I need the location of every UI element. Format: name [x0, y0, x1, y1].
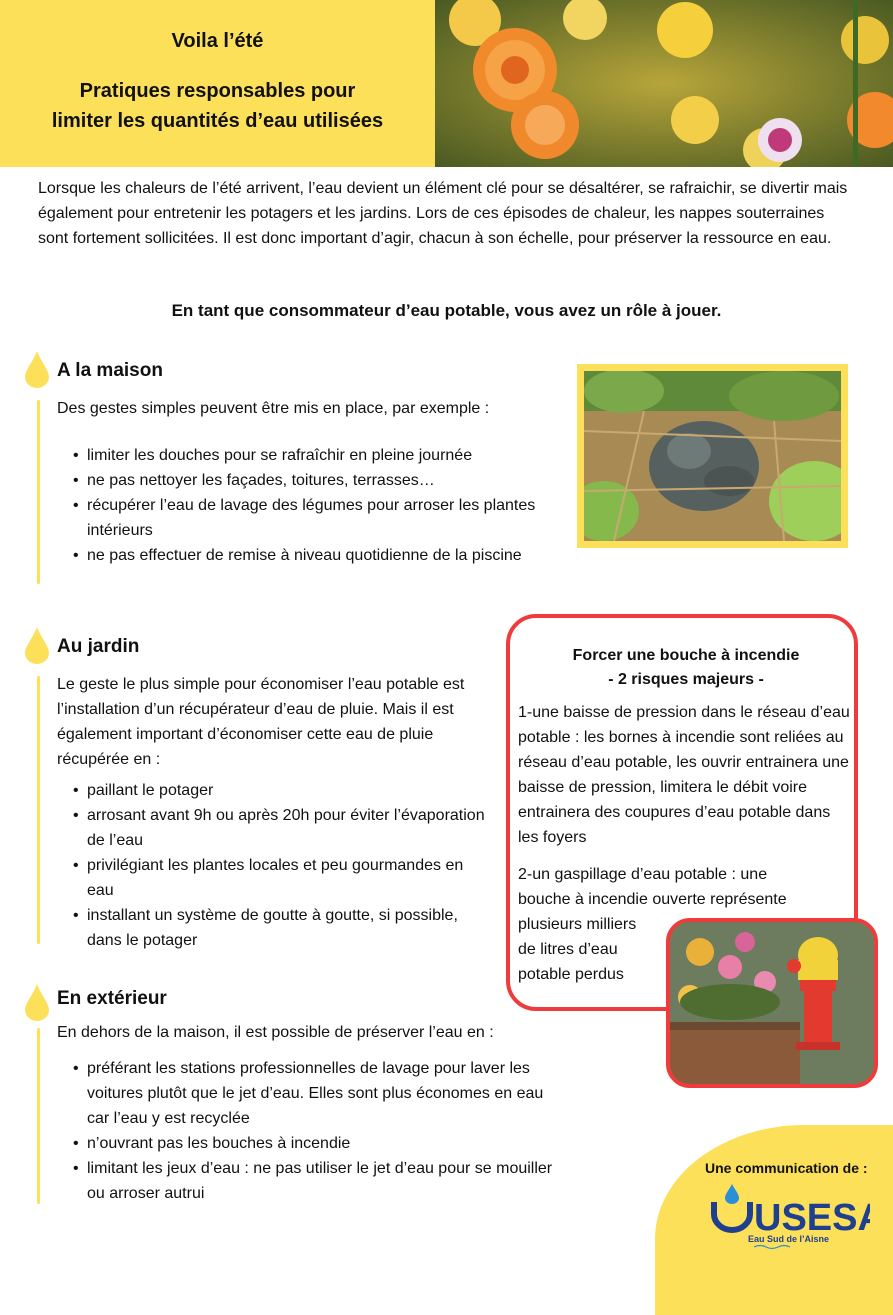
communication-label: Une communication de :	[705, 1160, 868, 1176]
water-drop-icon	[24, 626, 50, 664]
page-title-line2: limiter les quantités d’eau utilisées	[51, 110, 384, 132]
water-drop-icon	[24, 350, 50, 388]
list-item: • installant un système de goutte à goutte, si possible, dans le potager	[73, 903, 493, 953]
callout-title-line2: - 2 risques majeurs -	[608, 671, 764, 688]
tagline: En tant que consommateur d’eau potable, vous avez un rôle à jouer.	[171, 301, 722, 320]
callout-risk2-line: plusieurs milliers	[518, 916, 637, 933]
logo-name: USES	[754, 1197, 858, 1239]
header-banner	[0, 0, 435, 167]
callout-risk1: 1-une baisse de pression dans le réseau d’eau potable : les bornes à incendie sont reliées au réseau d’eau potable, les ouvrir entrainera une baisse de pression, limitera le débit voire entrainera des coupures d’eau potable dans les foyers	[518, 704, 850, 846]
list-item: • limitant les jeux d’eau : ne pas utiliser le jet d’eau pour se mouiller ou arroser autrui	[73, 1156, 553, 1206]
intro-paragraph: Lorsque les chaleurs de l’été arrivent, l’eau devient un élément clé pour se désaltérer, se rafraichir, se divertir mais également pour entretenir les potagers et les jardins. Lors de ces épisodes de chaleur, les nappes souterraines sont fortement sollicitées. Il est donc important d’agir, chacun à son échelle, pour préserver la ressource en eau.	[38, 180, 848, 247]
callout-risk2-line: bouche à incendie ouverte représente	[518, 891, 787, 908]
maison-lead: Des gestes simples peuvent être mis en place, par exemple :	[57, 400, 490, 417]
jardin-list	[73, 778, 493, 953]
section-title-jardin: Au jardin	[57, 636, 140, 657]
logo-tagline: Eau Sud de l’Aisne	[748, 1234, 830, 1244]
section-bar-maison	[37, 400, 40, 584]
list-item: • arrosant avant 9h ou après 20h pour éviter l’évaporation de l’eau	[73, 803, 493, 853]
section-bar-exterieur	[37, 1028, 40, 1204]
list-item: • ne pas effectuer de remise à niveau quotidienne de la piscine	[73, 543, 543, 568]
list-item: • paillant le potager	[73, 778, 493, 803]
callout-risk2-line: de litres d’eau	[518, 941, 618, 958]
section-title-exterieur: En extérieur	[57, 988, 167, 1009]
usesa-logo	[710, 1180, 870, 1250]
list-item: • récupérer l’eau de lavage des légumes pour arroser les plantes intérieurs	[73, 493, 543, 543]
fire-hydrant-photo	[666, 918, 878, 1088]
exterieur-list	[73, 1056, 553, 1206]
jardin-lead: Le geste le plus simple pour économiser l’eau potable est l’installation d’un récupérateur d’eau de pluie. Mais il est également important d’économiser cette eau de pluie récupérée en :	[57, 676, 465, 768]
list-item: • préférant les stations professionnelles de lavage pour laver les voitures plutôt que le jet d’eau. Elles sont plus économes en eau car l’eau y est recyclée	[73, 1056, 553, 1131]
maison-list	[73, 443, 543, 568]
page-title-line1: Pratiques responsables pour	[79, 80, 356, 102]
garden-cabbage-photo	[577, 364, 848, 548]
list-item: • limiter les douches pour se rafraîchir en pleine journée	[73, 443, 543, 468]
list-item: • n’ouvrant pas les bouches à incendie	[73, 1131, 553, 1156]
list-item: • ne pas nettoyer les façades, toitures, terrasses…	[73, 468, 543, 493]
list-item: • privilégiant les plantes locales et peu gourmandes en eau	[73, 853, 493, 903]
callout-risk2-line: potable perdus	[518, 966, 624, 983]
header-kicker: Voila l’été	[171, 30, 264, 52]
callout-risk2-line: 2-un gaspillage d’eau potable : une	[518, 866, 768, 883]
hero-flowers-photo	[435, 0, 893, 167]
water-drop-icon	[24, 983, 50, 1021]
section-title-maison: A la maison	[57, 360, 163, 381]
callout-title-line1: Forcer une bouche à incendie	[572, 647, 800, 664]
page-title	[0, 76, 435, 136]
section-bar-jardin	[37, 676, 40, 944]
exterieur-lead: En dehors de la maison, il est possible de préserver l’eau en :	[57, 1024, 494, 1041]
